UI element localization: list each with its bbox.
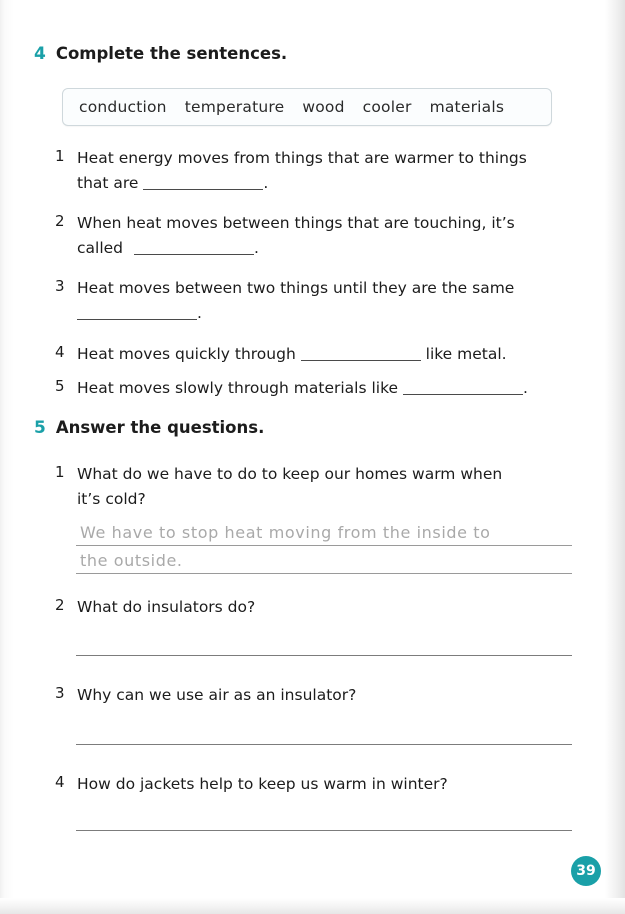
exercise-5-title: Answer the questions. <box>55 418 265 437</box>
answer-rule-line[interactable] <box>76 744 572 745</box>
answer-blank[interactable] <box>134 239 254 255</box>
handwritten-answer-line-2: the outside. <box>80 551 183 570</box>
question-text <box>77 683 356 708</box>
answer-rule-line[interactable] <box>76 655 572 656</box>
question-number: 1 <box>55 463 65 481</box>
word-bank-item-temperature[interactable]: temperature <box>184 98 285 116</box>
exercise-4-number: 4 <box>34 44 46 64</box>
question-text <box>77 376 528 401</box>
question-number: 4 <box>55 343 65 361</box>
question-line-1: What do insulators do? <box>77 598 256 616</box>
question-line-1-after: . <box>522 379 528 397</box>
answer-rule-line[interactable] <box>76 545 572 546</box>
question-line-2-after: . <box>263 174 269 192</box>
exercise-5-question-4 <box>55 772 575 797</box>
question-text <box>77 595 255 620</box>
answer-blank[interactable] <box>77 304 197 320</box>
exercise-4-title: Complete the sentences. <box>55 44 288 63</box>
question-line-1-after: like metal. <box>425 345 507 363</box>
question-line-2-before: called <box>77 239 124 257</box>
word-bank-item-materials[interactable]: materials <box>429 98 505 116</box>
answer-blank[interactable] <box>143 174 263 190</box>
question-line-2-after: . <box>253 239 259 257</box>
question-line-1: How do jackets help to keep us warm in winter? <box>77 775 448 793</box>
exercise-4-heading <box>34 44 287 64</box>
exercise-5-question-3 <box>55 683 575 708</box>
question-line-2-after: . <box>197 304 202 322</box>
page-number-badge: 39 <box>571 856 601 886</box>
exercise-4-question-2 <box>55 211 575 261</box>
question-number: 2 <box>55 212 65 230</box>
word-bank-item-conduction[interactable]: conduction <box>79 98 167 116</box>
exercise-4-question-4 <box>55 342 575 367</box>
question-text <box>77 276 514 326</box>
answer-rule-line[interactable] <box>76 573 572 574</box>
question-line-2-before: that are <box>77 174 139 192</box>
question-line-1: Heat moves between two things until they are the same <box>77 279 515 297</box>
answer-blank[interactable] <box>301 345 421 361</box>
exercise-4-question-3 <box>55 276 575 326</box>
answer-rule-line[interactable] <box>76 830 572 831</box>
question-line-2: it’s cold? <box>77 490 146 508</box>
question-text <box>77 772 448 797</box>
exercise-5-number: 5 <box>34 418 46 438</box>
question-line-1: What do we have to do to keep our homes warm when <box>77 465 503 483</box>
question-text <box>77 462 502 512</box>
question-number: 2 <box>55 596 65 614</box>
exercise-4-question-1 <box>55 146 575 196</box>
question-number: 3 <box>55 684 65 702</box>
page-edge-right <box>605 0 625 914</box>
exercise-5-question-1 <box>55 462 575 512</box>
question-line-1: When heat moves between things that are touching, it’s <box>77 214 515 232</box>
exercise-5-heading <box>34 418 264 438</box>
word-bank-item-cooler[interactable]: cooler <box>362 98 412 116</box>
question-number: 4 <box>55 773 65 791</box>
question-line-1: Heat energy moves from things that are warmer to things <box>77 149 527 167</box>
word-bank-item-wood[interactable]: wood <box>302 98 345 116</box>
question-text <box>77 146 527 196</box>
question-line-1-before: Heat moves quickly through <box>77 345 296 363</box>
question-number: 1 <box>55 147 65 165</box>
word-bank <box>62 88 552 126</box>
handwritten-answer-line-1: We have to stop heat moving from the inside to <box>80 523 491 542</box>
question-text <box>77 342 507 367</box>
question-number: 5 <box>55 377 65 395</box>
exercise-5-question-2 <box>55 595 575 620</box>
answer-blank[interactable] <box>403 379 523 395</box>
exercise-4-question-5 <box>55 376 575 401</box>
question-line-1: Why can we use air as an insulator? <box>77 686 357 704</box>
question-line-1-before: Heat moves slowly through materials like <box>77 379 399 397</box>
question-text <box>77 211 515 261</box>
question-number: 3 <box>55 277 65 295</box>
